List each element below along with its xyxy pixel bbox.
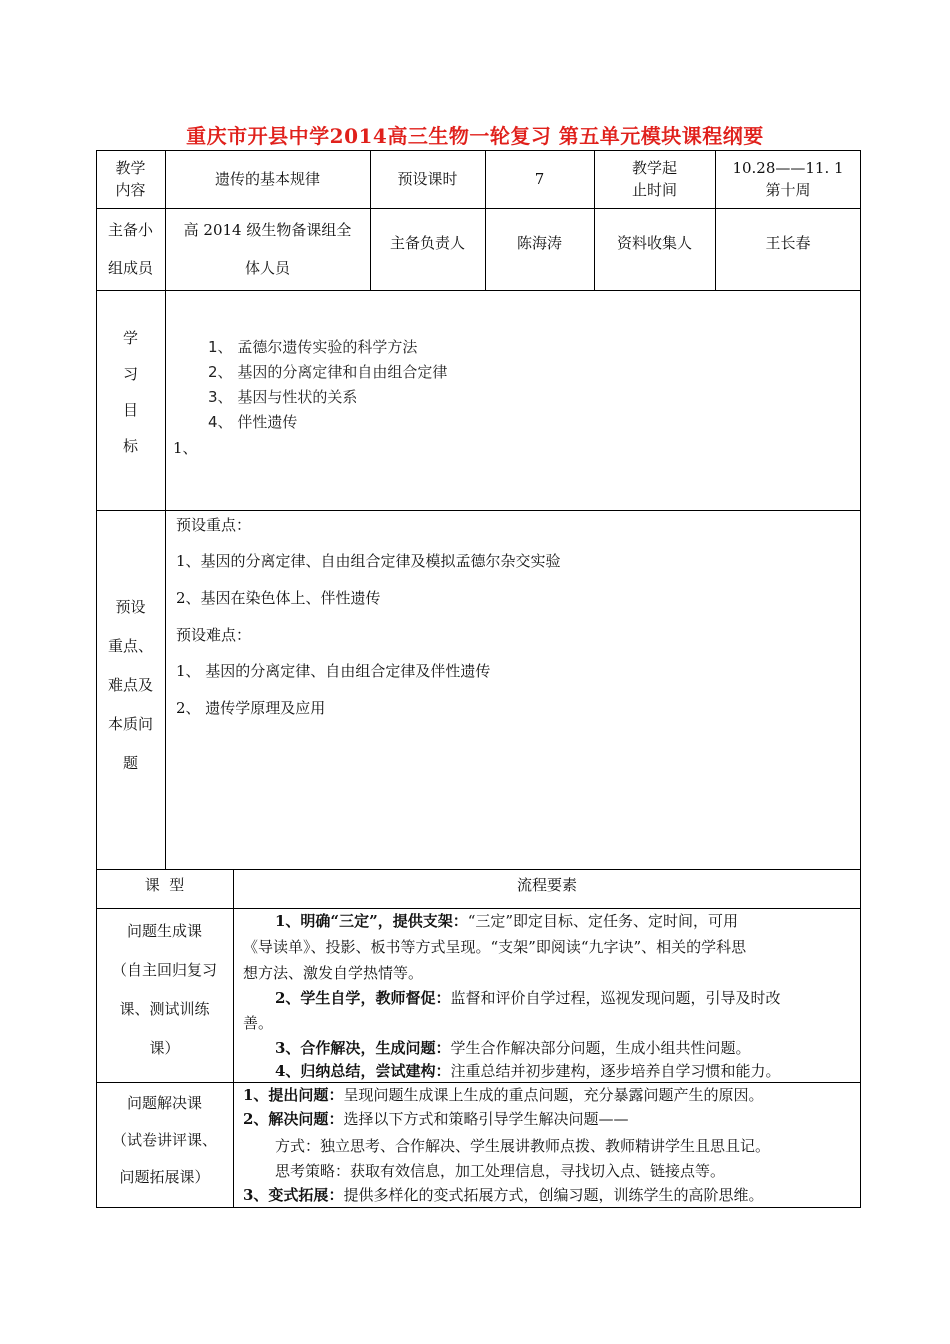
collector-value: 王长春 [765, 234, 811, 252]
collector-label: 资料收集人 [616, 234, 692, 252]
teaching-content-label: 教学 内容 [115, 159, 146, 199]
focus-difficulty-label: 预设 重点、 难点及 本质问 题 [107, 598, 153, 772]
preset-hours-label: 预设课时 [397, 170, 458, 188]
lead-value: 陈海涛 [516, 234, 562, 252]
list-item: 3、 基因与性状的关系 [208, 388, 358, 406]
list-item: 2、 遗传学原理及应用 [176, 699, 326, 717]
page-title: 重庆市开县中学2014高三生物一轮复习 第五单元模块课程纲要 [186, 124, 764, 148]
teaching-content-value: 遗传的基本规律 [214, 170, 320, 188]
learning-goals-label: 学 习 目 标 [122, 329, 138, 455]
course-type-header: 课 型 [144, 876, 185, 894]
list-item: 1、基因的分离定律、自由组合定律及模拟孟德尔杂交实验 [176, 552, 561, 570]
list-item: 1、 基因的分离定律、自由组合定律及伴性遗传 [176, 662, 491, 680]
problem-generation-label: 问题生成课 （自主回归复习 课、测试训练 课） [111, 922, 217, 1057]
problem-solving-label: 问题解决课 （试卷讲评课、 问题拓展课） [111, 1094, 217, 1186]
list-item: 1、 孟德尔遗传实验的科学方法 [208, 338, 418, 356]
list-item: 2、 基因的分离定律和自由组合定律 [208, 363, 448, 381]
list-item: 4、 伴性遗传 [208, 413, 298, 431]
preset-hours-value: 7 [534, 170, 545, 188]
time-range-label: 教学起 止时间 [631, 159, 677, 199]
group-members-value: 高 2014 级生物备课组全 体人员 [183, 221, 352, 277]
key-points-heading: 预设重点： [176, 516, 252, 534]
list-item: 2、基因在染色体上、伴性遗传 [176, 589, 381, 607]
difficulty-heading: 预设难点： [176, 626, 252, 644]
list-item: 1、 [173, 439, 198, 457]
time-range-value: 10.28——11. 1 第十周 [732, 159, 844, 199]
lead-label: 主备负责人 [389, 234, 465, 252]
flow-elements-header: 流程要素 [516, 876, 577, 894]
group-members-label: 主备小 组成员 [107, 221, 153, 277]
